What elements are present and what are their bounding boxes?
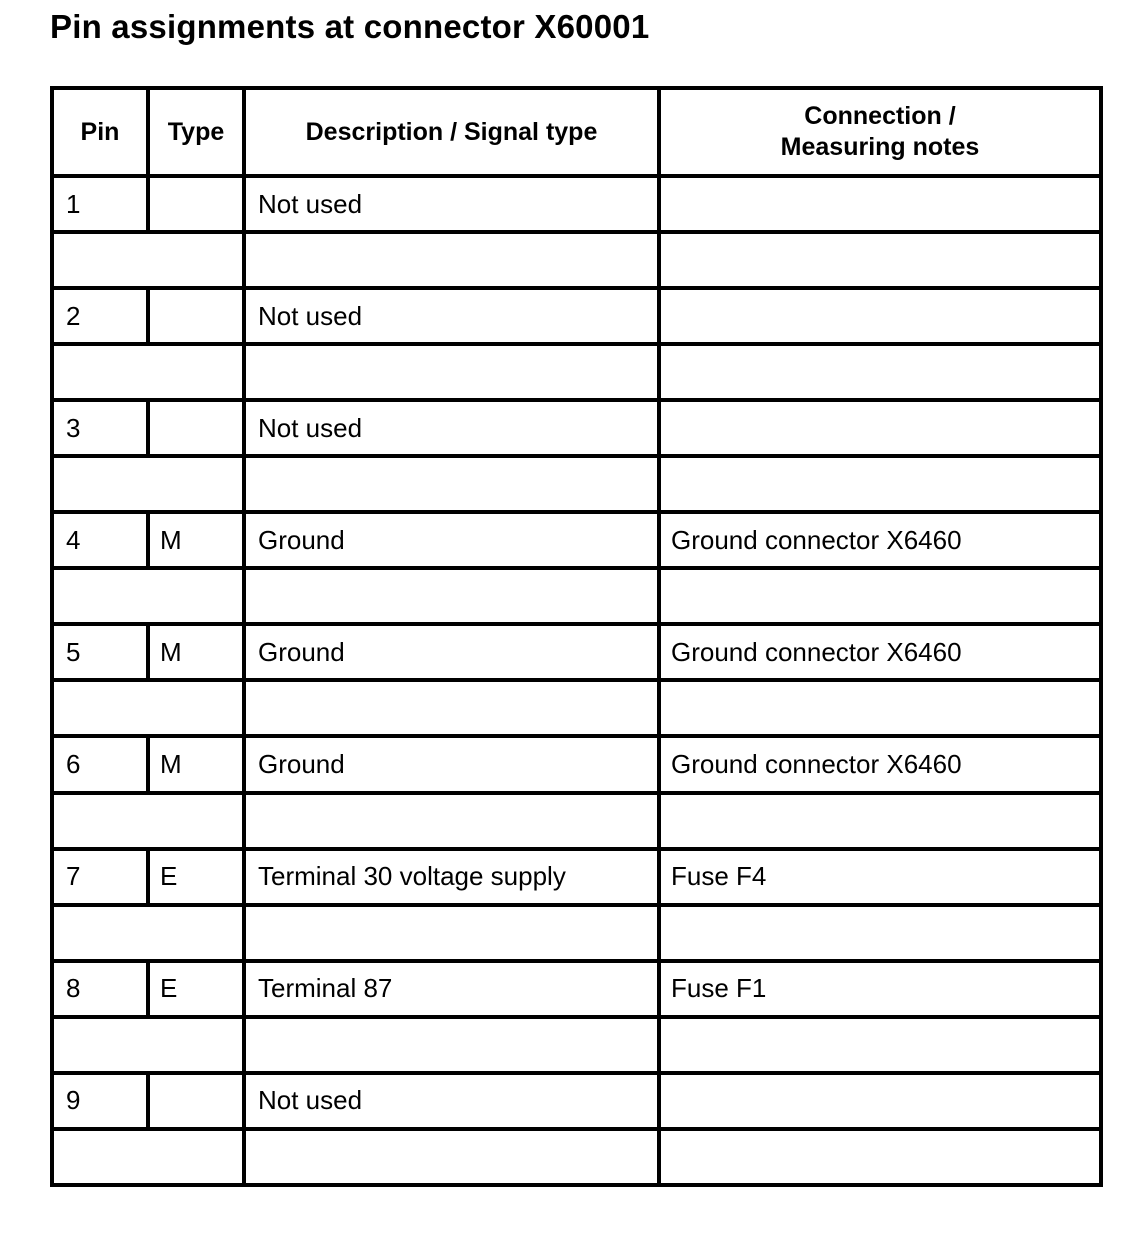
table-row — [52, 961, 1101, 1017]
pin-cell: 1 — [52, 176, 148, 232]
table-spacer-row — [52, 905, 1101, 961]
type-cell: M — [148, 624, 244, 680]
table-spacer-row — [52, 1017, 1101, 1073]
spacer-cell — [244, 568, 659, 624]
spacer-cell — [52, 1129, 244, 1185]
table-row — [52, 736, 1101, 792]
spacer-cell — [52, 680, 244, 736]
spacer-cell — [244, 680, 659, 736]
table-spacer-row — [52, 680, 1101, 736]
type-cell — [148, 400, 244, 456]
pin-cell: 8 — [52, 961, 148, 1017]
table-row — [52, 512, 1101, 568]
type-cell: E — [148, 849, 244, 905]
pin-cell: 6 — [52, 736, 148, 792]
table-row — [52, 400, 1101, 456]
table-row — [52, 176, 1101, 232]
page-title: Pin assignments at connector X60001 — [50, 8, 650, 45]
type-cell: M — [148, 512, 244, 568]
table-row — [52, 624, 1101, 680]
pin-cell: 4 — [52, 512, 148, 568]
description-cell: Not used — [244, 288, 659, 344]
connection-cell: Ground connector X6460 — [659, 512, 1101, 568]
table-row — [52, 1073, 1101, 1129]
description-cell: Not used — [244, 400, 659, 456]
spacer-cell — [244, 232, 659, 288]
pin-assignment-table — [50, 86, 1103, 1187]
spacer-cell — [244, 1017, 659, 1073]
spacer-cell — [659, 1017, 1101, 1073]
spacer-cell — [659, 905, 1101, 961]
type-cell — [148, 176, 244, 232]
pin-cell: 9 — [52, 1073, 148, 1129]
spacer-cell — [244, 905, 659, 961]
spacer-cell — [659, 456, 1101, 512]
description-cell: Not used — [244, 1073, 659, 1129]
table-spacer-row — [52, 456, 1101, 512]
connection-cell: Ground connector X6460 — [659, 736, 1101, 792]
table-header-row — [52, 88, 1101, 176]
spacer-cell — [659, 568, 1101, 624]
description-cell: Terminal 30 voltage supply — [244, 849, 659, 905]
pin-cell: 5 — [52, 624, 148, 680]
spacer-cell — [244, 1129, 659, 1185]
spacer-cell — [52, 568, 244, 624]
table-row — [52, 288, 1101, 344]
connection-cell — [659, 400, 1101, 456]
pin-cell: 3 — [52, 400, 148, 456]
table-spacer-row — [52, 793, 1101, 849]
header-pin: Pin — [52, 88, 148, 176]
table-spacer-row — [52, 568, 1101, 624]
spacer-cell — [659, 232, 1101, 288]
spacer-cell — [244, 344, 659, 400]
header-connection-line2: Measuring notes — [780, 133, 980, 161]
table-spacer-row — [52, 1129, 1101, 1185]
spacer-cell — [52, 793, 244, 849]
pin-cell: 7 — [52, 849, 148, 905]
table-spacer-row — [52, 232, 1101, 288]
description-cell: Terminal 87 — [244, 961, 659, 1017]
header-description: Description / Signal type — [244, 88, 659, 176]
connection-cell — [659, 1073, 1101, 1129]
spacer-cell — [244, 456, 659, 512]
spacer-cell — [52, 344, 244, 400]
type-cell: M — [148, 736, 244, 792]
connection-cell: Fuse F1 — [659, 961, 1101, 1017]
header-connection — [659, 88, 1101, 176]
table-spacer-row — [52, 344, 1101, 400]
type-cell — [148, 288, 244, 344]
header-connection-line1: Connection / — [804, 102, 956, 130]
spacer-cell — [244, 793, 659, 849]
type-cell: E — [148, 961, 244, 1017]
spacer-cell — [659, 344, 1101, 400]
header-type: Type — [148, 88, 244, 176]
spacer-cell — [659, 1129, 1101, 1185]
spacer-cell — [52, 456, 244, 512]
connection-cell — [659, 176, 1101, 232]
table-row — [52, 849, 1101, 905]
connection-cell: Fuse F4 — [659, 849, 1101, 905]
description-cell: Not used — [244, 176, 659, 232]
description-cell: Ground — [244, 624, 659, 680]
description-cell: Ground — [244, 736, 659, 792]
connection-cell — [659, 288, 1101, 344]
spacer-cell — [659, 680, 1101, 736]
description-cell: Ground — [244, 512, 659, 568]
connection-cell: Ground connector X6460 — [659, 624, 1101, 680]
pin-cell: 2 — [52, 288, 148, 344]
spacer-cell — [52, 1017, 244, 1073]
type-cell — [148, 1073, 244, 1129]
spacer-cell — [52, 905, 244, 961]
spacer-cell — [659, 793, 1101, 849]
spacer-cell — [52, 232, 244, 288]
